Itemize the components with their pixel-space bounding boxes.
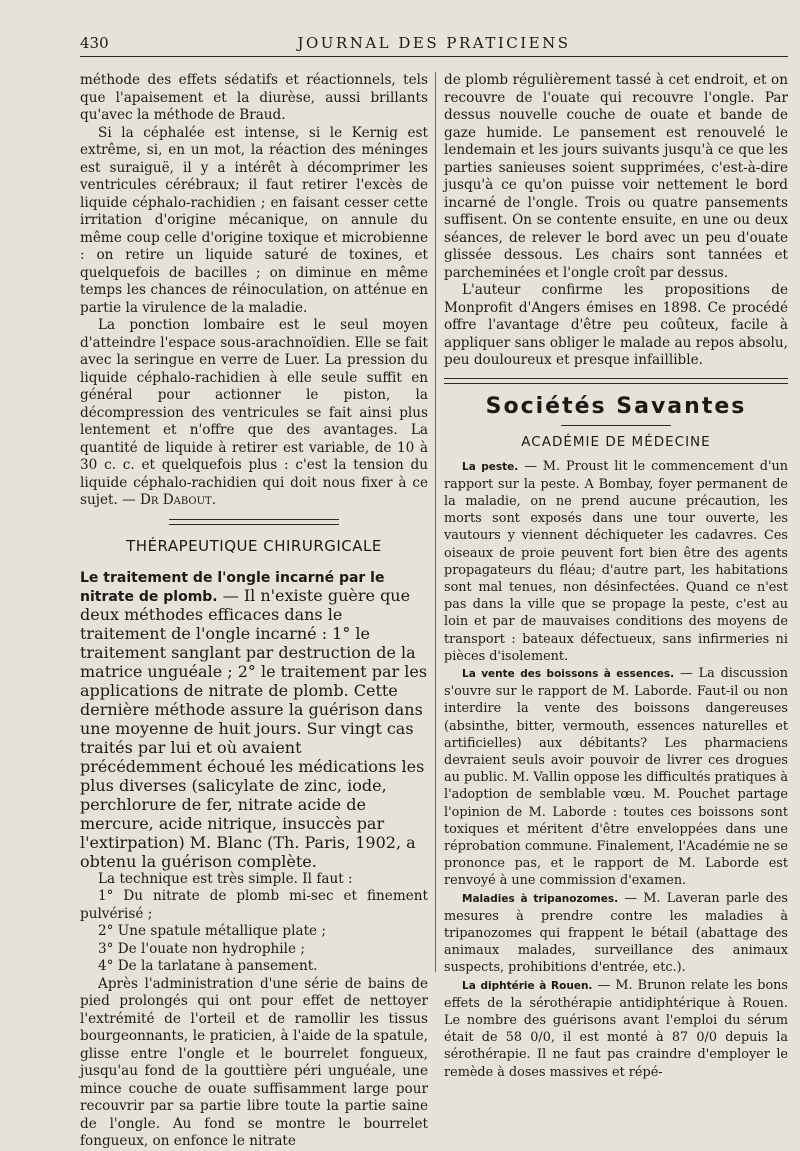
report-heading: Maladies à tripanozomes.	[462, 892, 619, 905]
paragraph: méthode des effets sédatifs et réactionnels, tels que l'apaisement et la diurèse, aussi brillants qu'avec la méthode de Braud.	[80, 72, 428, 123]
list-item: 2° Une spatule métallique plate ;	[98, 923, 326, 939]
paragraph: Après l'administration d'une série de bains de pied prolongés qui ont pour effet de nettoyer l'extrémité de l'orteil et de ramollir les tissus bourgeonnants, le praticien, à l'aide de la spatule, glisse entre l'ongle et le bourrelet fongueux, jusqu'au fond de la gouttière péri unguéale, une mince couche de ouate suffisamment large pour recouvrir par sa partie libre toute la partie saine de l'ongle. Au fond se montre le bourrelet fongueux, on enfonce le nitrate	[80, 975, 428, 1149]
section-title: THÉRAPEUTIQUE CHIRURGICALE	[126, 536, 382, 555]
report-heading: La peste.	[462, 460, 519, 473]
report-heading: La diphtérie à Rouen.	[462, 979, 593, 992]
paragraph	[80, 317, 428, 510]
paragraph: de plomb régulièrement tassé à cet endroit, et on recouvre de l'ouate qui recouvre l'ongle. Par dessus nouvelle couche de ouate et bande de gaze humide. Le pansement est renouvelé le lendemain et les jours suivants jusqu'à ce que les parties sanieuses soient supprimées, c'est-à-dire jusqu'à ce qu'on puisse voir nettement le bord incarné de l'ongle. Trois ou quatre pansements suffisent. On se contente ensuite, en une ou deux séances, de relever le bord avec un peu d'ouate glissée dessous. Les chairs sont tannées et parcheminées et l'ongle croît par dessus.	[444, 72, 788, 281]
paragraph-text: La ponction lombaire est le seul moyen d'atteindre l'espace sous-arachnoïdien. Elle se fait avec la seringue en verre de Luer. La pression du liquide céphalo-rachidien à elle seule suffit en général pour actionner le piston, la décompression des ventricules se fait ainsi plus lentement et n'offre que des avantages. La quantité de liquide à retirer est variable, de 10 à 30 c. c. et quelquefois plus : c'est la tension du liquide céphalo-rachidien qui doit nous fixer à ce sujet. —	[80, 317, 428, 508]
report-text: — M. Laveran parle des mesures à prendre contre les maladies à tripanozomes qui frappent le bétail (abattage des animaux malades, surveillance des animaux suspects, prohibitions d'entrée, etc.).	[444, 890, 788, 976]
left-column	[80, 72, 428, 1149]
report-text: — M. Brunon relate les bons effets de la sérothérapie antidiphtérique à Rouen. Le nombre des guérisons avant l'emploi du sérum était de 58 0/0, il est monté à 87 0/0 depuis la sérothérapie. Il ne faut pas craindre d'employer le remède à doses massives et répé-	[444, 977, 788, 1080]
list-item: 4° De la tarlatane à pansement.	[98, 958, 318, 974]
author-signature: Dr Dabout.	[140, 492, 217, 508]
double-rule	[169, 519, 339, 525]
report-text: — M. Proust lit le commencement d'un rapport sur la peste. A Bombay, foyer permanent de la maladie, on ne prend aucune précaution, les morts sont exposés dans une tour ouverte, les vautours y viennent déchiqueter les cadavres. Ces oiseaux de proie peuvent fort bien être des agents propagateurs du fléau; d'autre part, les habitations sont mal tenues, non désinfectées. Quand ce n'est pas dans la ville que se propage la peste, c'est au loin et par de mauvaises conditions des moyens de transport : bateaux défectueux, sans infirmeries ni pièces d'isolement.	[444, 458, 788, 664]
article-title: Le traitement de l'ongle incarné par le nitrate de plomb.	[80, 569, 385, 605]
list-item: 3° De l'ouate non hydrophile ;	[98, 940, 305, 957]
list-item: 1° Du nitrate de plomb mi-sec et finement pulvérisé ;	[80, 888, 428, 922]
paragraph: La technique est très simple. Il faut :	[98, 870, 353, 887]
title-underline	[561, 425, 671, 426]
double-rule	[444, 378, 788, 384]
right-column	[444, 72, 788, 1080]
paragraph: Si la céphalée est intense, si le Kernig est extrême, si, en un mot, la réaction des méninges est suraiguë, il y a intérêt à décomprimer les ventricules cérébraux; il faut retirer l'excès de liquide céphalo-rachidien ; en faisant cesser cette irritation d'origine mécanique, on annule du même coup celle d'origine toxique et microbienne : on retire un liquide saturé de toxines, et quelquefois de bacilles ; on diminue en même temps les chances de réinoculation, on atténue en partie la virulence de la maladie.	[80, 124, 428, 316]
page-number: 430	[80, 34, 109, 52]
column-divider	[435, 72, 436, 972]
academy-title: ACADÉMIE DE MÉDECINE	[521, 433, 711, 450]
report-item	[444, 977, 788, 1081]
report-heading: La vente des boissons à essences.	[462, 667, 675, 680]
page-header	[80, 32, 788, 57]
report-text: — La discussion s'ouvre sur le rapport de M. Laborde. Faut-il ou non interdire la vente des boissons dangereuses (absinthe, bitter, vermouth, essences naturelles et artificielles) aux débitants? Les pharmaciens devraient seuls avoir pouvoir de livrer ces drogues au public. M. Vallin oppose les difficultés pratiques à l'adoption de semblable vœu. M. Pouchet partage l'opinion de M. Laborde : toutes ces boissons sont toxiques et méritent d'être enveloppées dans une réprobation commune. Finalement, l'Académie ne se prononce pas, et le rapport de M. Laborde est renvoyé à une commission d'examen.	[444, 665, 788, 889]
running-title: JOURNAL DES PRATICIENS	[297, 34, 571, 52]
report-item	[444, 665, 788, 890]
societies-title: Sociétés Savantes	[485, 393, 747, 419]
report-item	[444, 458, 788, 665]
report-item	[444, 890, 788, 977]
paragraph: L'auteur confirme les propositions de Monprofit d'Angers émises en 1898. Ce procédé offre l'avantage d'être peu coûteux, facile à appliquer sans obliger le malade au repos absolu, peu douloureux et presque infaillible.	[444, 282, 788, 368]
article-text: — Il n'existe guère que deux méthodes efficaces dans le traitement de l'ongle incarné : 1° le traitement sanglant par destruction de la matrice unguéale ; 2° le traitement par les applications de nitrate de plomb. Cette dernière méthode assure la guérison dans une moyenne de huit jours. Sur vingt cas traités par lui et où avaient précédemment échoué les médications les plus diverses (salicylate de zinc, iode, perchlorure de fer, nitrate acide de mercure, acide nitrique, insuccès par l'extirpation) M. Blanc (Th. Paris, 1902, a obtenu la guérison complète.	[80, 585, 428, 871]
